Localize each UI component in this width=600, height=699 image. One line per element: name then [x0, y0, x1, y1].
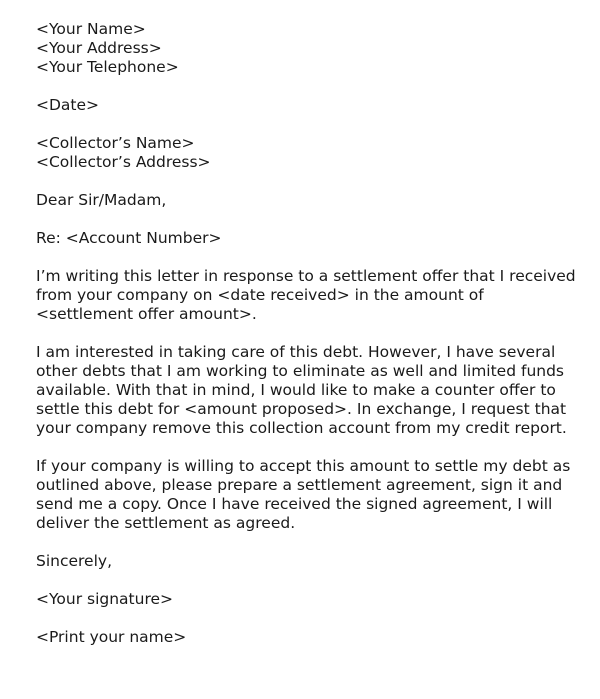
paragraph-text: I’m writing this letter in response to a settlement offer that I received from your company on <date received> in the amount of <settlement offer amount>. — [36, 267, 576, 323]
sender-telephone: <Your Telephone> — [36, 58, 179, 76]
reference-block — [36, 229, 576, 248]
closing-block — [36, 552, 576, 571]
paragraph-text: If your company is willing to accept this amount to settle my debt as outlined above, please prepare a settlement agreement, sign it and send me a copy. Once I have received the signed agreement, I will deliver the settlement as agreed. — [36, 457, 571, 532]
sender-block — [36, 20, 576, 77]
closing: Sincerely, — [36, 552, 113, 570]
recipient-name: <Collector’s Name> — [36, 134, 195, 152]
salutation-block — [36, 191, 576, 210]
body-paragraph-3 — [36, 457, 576, 533]
signature-placeholder: <Your signature> — [36, 590, 174, 608]
reference-line: Re: <Account Number> — [36, 229, 222, 247]
recipient-address: <Collector’s Address> — [36, 153, 211, 171]
printed-name-block — [36, 628, 576, 647]
paragraph-text: I am interested in taking care of this debt. However, I have several other debts that I am working to eliminate as well and limited funds available. With that in mind, I would like to make a counter offer to settle this debt for <amount proposed>. In exchange, I request that your company remove this collection account from my credit report. — [36, 343, 567, 437]
recipient-block — [36, 134, 576, 172]
salutation: Dear Sir/Madam, — [36, 191, 167, 209]
date-block — [36, 96, 576, 115]
letter-date: <Date> — [36, 96, 100, 114]
printed-name-placeholder: <Print your name> — [36, 628, 187, 646]
sender-address: <Your Address> — [36, 39, 162, 57]
body-paragraph-1 — [36, 267, 576, 324]
signature-block — [36, 590, 576, 609]
body-paragraph-2 — [36, 343, 576, 438]
sender-name: <Your Name> — [36, 20, 146, 38]
letter-document — [36, 20, 576, 666]
